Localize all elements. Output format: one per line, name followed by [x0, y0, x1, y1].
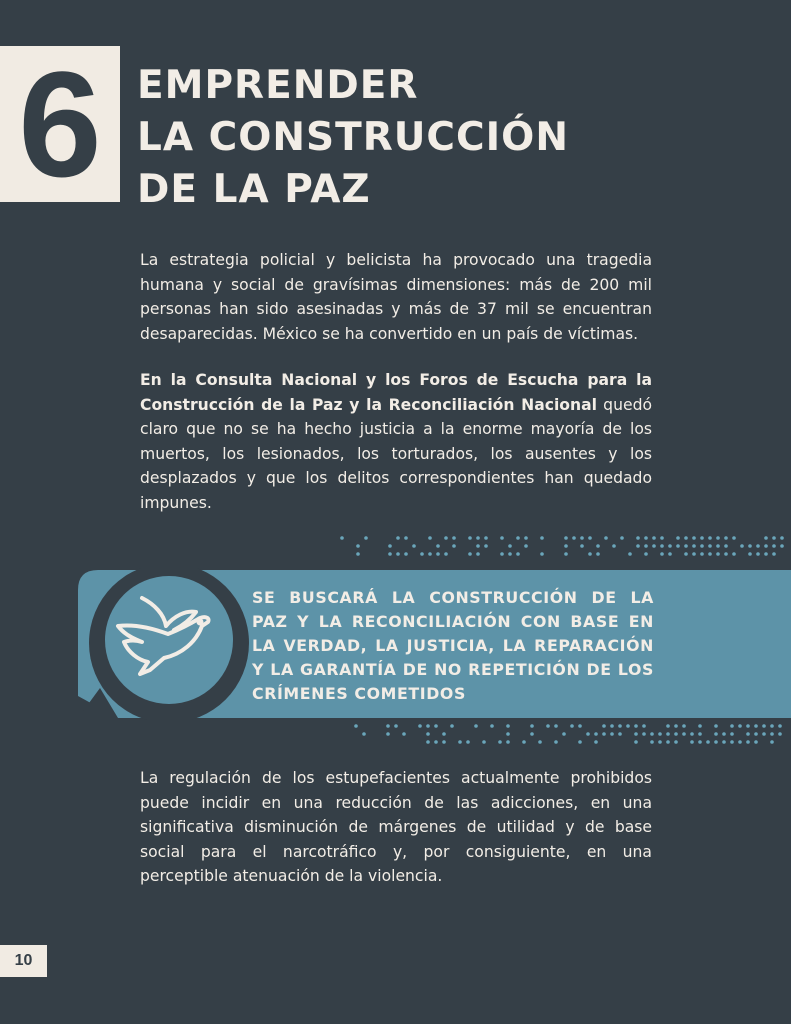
decorative-dot [666, 740, 670, 744]
decorative-dot [756, 544, 760, 548]
title-line-2: LA CONSTRUCCIÓN [137, 115, 569, 160]
decorative-dot [730, 732, 734, 736]
decorative-dot [602, 732, 606, 736]
decorative-dot [780, 544, 784, 548]
decorative-dot [524, 544, 528, 548]
decorative-dot [674, 724, 678, 728]
decorative-dot [554, 724, 558, 728]
decorative-dot [508, 552, 512, 556]
decorative-dot [540, 552, 544, 556]
decorative-dot [708, 536, 712, 540]
title-line-1: EMPRENDER [137, 63, 419, 108]
consulta-paragraph-regular: quedó claro que no se ha hecho justicia a la enorme mayoría de los muertos, los lesionados, los torturados, los ausentes y los desplazados y que los delitos correspondientes han quedado impunes. [140, 395, 653, 512]
decorative-dot [732, 536, 736, 540]
decorative-dot [754, 740, 758, 744]
decorative-dot [772, 536, 776, 540]
callout-text: SE BUSCARÁ LA CONSTRUCCIÓN DE LA PAZ Y LA RECONCILIACIÓN CON BASE EN LA VERDAD, LA JUSTICIA, LA REPARACIÓN Y LA GARANTÍA DE NO REPETICIÓN DE LOS CRÍMENES COMETIDOS [252, 588, 654, 703]
decorative-dot [546, 724, 550, 728]
decorative-dot [730, 724, 734, 728]
decorative-dot [426, 732, 430, 736]
decorative-dot [668, 552, 672, 556]
decorative-dot [466, 740, 470, 744]
decorative-dot [738, 740, 742, 744]
decorative-dot [780, 536, 784, 540]
decorative-dot [530, 732, 534, 736]
decorative-dot [498, 740, 502, 744]
decorative-dot [474, 724, 478, 728]
decorative-dot [594, 732, 598, 736]
decorative-dot [404, 552, 408, 556]
decorative-dot [772, 544, 776, 548]
decorative-dot [394, 724, 398, 728]
decorative-dot [388, 552, 392, 556]
decorative-dot [428, 536, 432, 540]
decorative-dot [588, 536, 592, 540]
decorative-dot [452, 544, 456, 548]
decorative-dot [428, 552, 432, 556]
decorative-dot [660, 536, 664, 540]
decorative-dot [468, 552, 472, 556]
decorative-dot [564, 544, 568, 548]
decorative-dot [746, 732, 750, 736]
decorative-dot [658, 732, 662, 736]
decorative-dot [444, 552, 448, 556]
decorative-dot [618, 724, 622, 728]
decorative-dot [580, 544, 584, 548]
decorative-dot [770, 732, 774, 736]
decorative-dot [778, 732, 782, 736]
decorative-dot [388, 544, 392, 548]
decorative-dot [386, 732, 390, 736]
decorative-dot [644, 544, 648, 548]
decorative-dot [714, 740, 718, 744]
decorative-dot [340, 536, 344, 540]
intro-paragraph: La estrategia policial y belicista ha provocado una tragedia humana y social de gravísimas dimensiones: más de 200 mil personas han sido asesinadas y más de 37 mil se encuentran desaparecidas. México se ha convertido en un país de víctimas. [140, 251, 652, 343]
decorative-dot [364, 536, 368, 540]
decorative-dot [652, 536, 656, 540]
decorative-dot [580, 536, 584, 540]
decorative-dot [700, 536, 704, 540]
title-line-3: DE LA PAZ [137, 167, 371, 212]
decorative-dot [500, 536, 504, 540]
decorative-dot [660, 552, 664, 556]
decorative-dot [476, 536, 480, 540]
decorative-dot [564, 536, 568, 540]
decorative-dot [522, 740, 526, 744]
decorative-dot [708, 544, 712, 548]
decorative-dot [676, 544, 680, 548]
decorative-dot [666, 724, 670, 728]
decorative-dot [506, 732, 510, 736]
decorative-dot [706, 740, 710, 744]
decorative-dot [564, 552, 568, 556]
decorative-dot [442, 732, 446, 736]
decorative-dot [674, 732, 678, 736]
decorative-dot [644, 552, 648, 556]
decorative-dot [722, 732, 726, 736]
decorative-dot [434, 740, 438, 744]
dots-pattern-top [340, 536, 784, 556]
decorative-dot [684, 544, 688, 548]
decorative-dot [628, 552, 632, 556]
decorative-dot [684, 552, 688, 556]
decorative-dot [644, 536, 648, 540]
dots-pattern-bottom [354, 724, 782, 744]
decorative-dot [730, 740, 734, 744]
decorative-dot [436, 552, 440, 556]
decorative-dot [404, 536, 408, 540]
decorative-dot [716, 544, 720, 548]
decorative-dot [396, 552, 400, 556]
decorative-dot [626, 724, 630, 728]
decorative-dot [690, 740, 694, 744]
page-number: 10 [0, 945, 47, 977]
decorative-dot [500, 552, 504, 556]
decorative-dot [668, 544, 672, 548]
decorative-dot [732, 552, 736, 556]
decorative-dot [602, 724, 606, 728]
decorative-dot [642, 724, 646, 728]
decorative-dot [692, 544, 696, 548]
decorative-dot [698, 732, 702, 736]
decorative-dot [356, 544, 360, 548]
decorative-dot [442, 740, 446, 744]
decorative-dot [634, 732, 638, 736]
decorative-dot [482, 740, 486, 744]
decorative-dot [596, 544, 600, 548]
decorative-dot [666, 732, 670, 736]
decorative-dot [610, 732, 614, 736]
decorative-dot [722, 740, 726, 744]
decorative-dot [770, 724, 774, 728]
decorative-dot [690, 732, 694, 736]
decorative-dot [698, 724, 702, 728]
decorative-dot [714, 724, 718, 728]
decorative-dot [436, 544, 440, 548]
decorative-dot [468, 536, 472, 540]
decorative-dot [698, 740, 702, 744]
decorative-dot [692, 536, 696, 540]
decorative-dot [402, 732, 406, 736]
decorative-dot [620, 536, 624, 540]
decorative-dot [762, 724, 766, 728]
decorative-dot [756, 552, 760, 556]
decorative-dot [724, 536, 728, 540]
decorative-dot [746, 740, 750, 744]
decorative-dot [636, 536, 640, 540]
decorative-dot [610, 724, 614, 728]
decorative-dot [396, 536, 400, 540]
decorative-dot [770, 740, 774, 744]
decorative-dot [762, 732, 766, 736]
decorative-dot [764, 544, 768, 548]
decorative-dot [676, 536, 680, 540]
decorative-dot [476, 552, 480, 556]
decorative-dot [650, 732, 654, 736]
decorative-dot [692, 552, 696, 556]
decorative-dot [682, 724, 686, 728]
decorative-dot [740, 544, 744, 548]
decorative-dot [748, 552, 752, 556]
decorative-dot [700, 544, 704, 548]
decorative-dot [636, 544, 640, 548]
decorative-dot [516, 536, 520, 540]
decorative-dot [562, 732, 566, 736]
decorative-dot [684, 536, 688, 540]
decorative-dot [356, 552, 360, 556]
decorative-dot [444, 536, 448, 540]
decorative-dot [476, 544, 480, 548]
decorative-dot [506, 724, 510, 728]
decorative-dot [746, 724, 750, 728]
decorative-dot [716, 552, 720, 556]
decorative-dot [754, 724, 758, 728]
decorative-dot [484, 544, 488, 548]
decorative-dot [604, 536, 608, 540]
decorative-dot [362, 732, 366, 736]
decorative-dot [386, 724, 390, 728]
decorative-dot [484, 536, 488, 540]
decorative-dot [594, 740, 598, 744]
decorative-dot [634, 740, 638, 744]
decorative-dot [596, 552, 600, 556]
decorative-dot [434, 724, 438, 728]
decorative-dot [586, 732, 590, 736]
decorative-dot [618, 732, 622, 736]
decorative-dot [658, 740, 662, 744]
decorative-dot [764, 536, 768, 540]
decorative-dot [724, 552, 728, 556]
decorative-dot [426, 724, 430, 728]
decorative-dot [650, 740, 654, 744]
decorative-dot [458, 740, 462, 744]
decorative-dot [508, 544, 512, 548]
decorative-dot [748, 544, 752, 548]
decorative-dot [660, 544, 664, 548]
decorative-dot [754, 732, 758, 736]
decorative-dot [716, 536, 720, 540]
decorative-dot [450, 724, 454, 728]
decorative-dot [530, 724, 534, 728]
decorative-dot [674, 740, 678, 744]
regulation-paragraph: La regulación de los estupefacientes actualmente prohibidos puede incidir en una reducción de las adicciones, en una significativa disminución de márgenes de utilidad y de base social para el narcotráfico y, por consiguiente, en una perceptible atenuación de la violencia. [140, 769, 652, 885]
decorative-dot [570, 724, 574, 728]
decorative-dot [634, 724, 638, 728]
decorative-dot [524, 536, 528, 540]
decorative-dot [426, 740, 430, 744]
decorative-dot [772, 552, 776, 556]
decorative-dot [778, 724, 782, 728]
decorative-dot [420, 552, 424, 556]
decorative-dot [708, 552, 712, 556]
decorative-dot [412, 544, 416, 548]
decorative-dot [642, 732, 646, 736]
decorative-dot [700, 552, 704, 556]
decorative-dot [738, 724, 742, 728]
decorative-dot [490, 724, 494, 728]
decorative-dot [418, 724, 422, 728]
decorative-dot [506, 740, 510, 744]
decorative-dot [578, 740, 582, 744]
decorative-dot [682, 732, 686, 736]
decorative-dot [354, 724, 358, 728]
decorative-dot [714, 732, 718, 736]
decorative-dot [572, 536, 576, 540]
decorative-dot [554, 740, 558, 744]
decorative-dot [612, 544, 616, 548]
decorative-dot [724, 544, 728, 548]
decorative-dot [652, 544, 656, 548]
decorative-dot [764, 552, 768, 556]
decorative-dot [516, 552, 520, 556]
decorative-dot [540, 536, 544, 540]
consulta-paragraph-bold: En la Consulta Nacional y los Foros de Escucha para la Construcción de la Paz y la Reconciliación Nacional [140, 371, 652, 414]
decorative-dot [452, 536, 456, 540]
section-number: 6 [18, 40, 102, 208]
decorative-dot [578, 724, 582, 728]
decorative-dot [538, 740, 542, 744]
decorative-dot [588, 552, 592, 556]
